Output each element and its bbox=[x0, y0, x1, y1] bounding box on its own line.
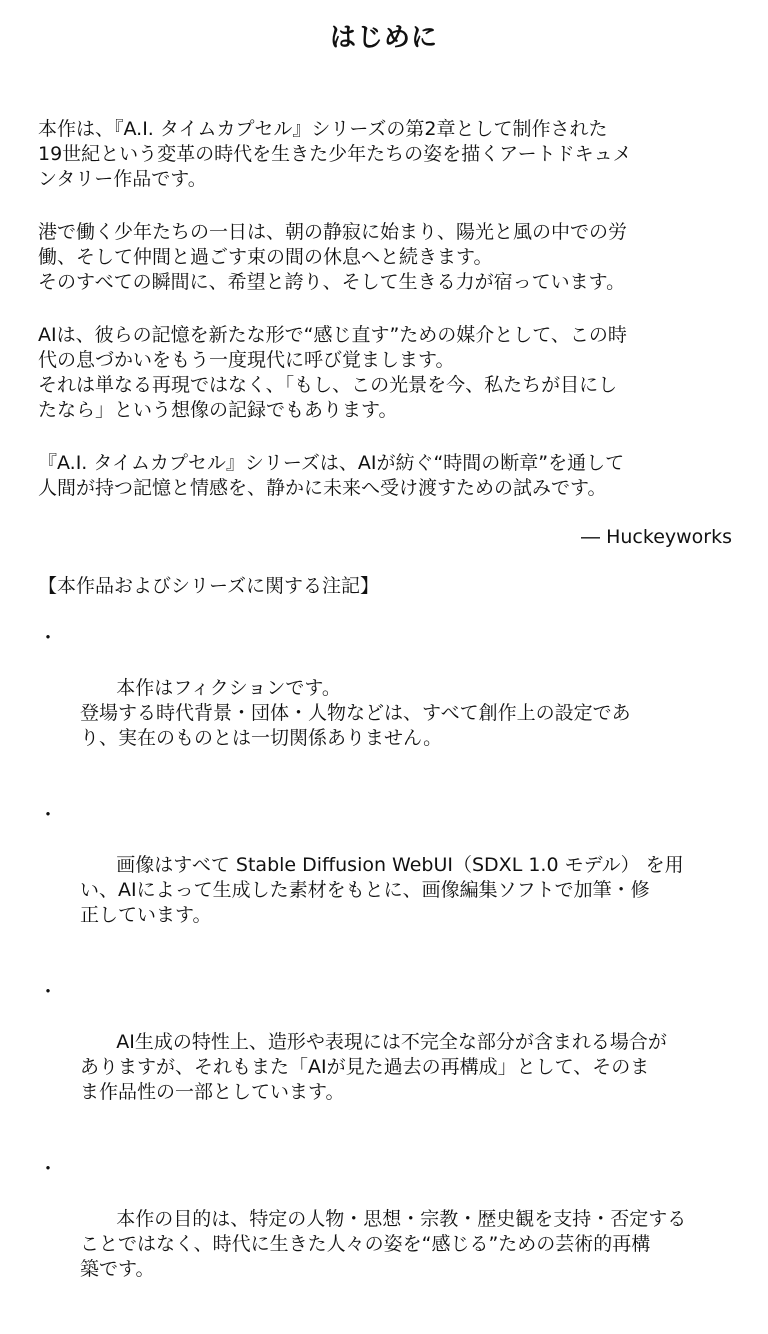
note-item bbox=[38, 626, 732, 776]
intro-paragraph-2: 港で働く少年たちの一日は、朝の静寂に始まり、陽光と風の中での労 働、そして仲間と過ごす束の間の休息へと続きます。 そのすべての瞬間に、希望と誇り、そして生きる力が宿っています。 bbox=[38, 221, 628, 293]
author-signature: ― Huckeyworks bbox=[581, 526, 732, 548]
intro-paragraph-4: 『A.I. タイムカプセル』シリーズは、AIが紡ぐ“時間の断章”を通して 人間が持つ記憶と情感を、静かに未来へ受け渡すための試みです。 bbox=[38, 452, 625, 499]
note-item bbox=[38, 980, 732, 1130]
bullet-mark: ・ bbox=[38, 981, 58, 1003]
notes-heading: 【本作品およびシリーズに関する注記】 bbox=[38, 575, 380, 597]
bullet-mark: ・ bbox=[38, 804, 58, 826]
note-text: 本作の目的は、特定の人物・思想・宗教・歴史観を支持・否定する ことではなく、時代に生きた人々の姿を“感じる”ための芸術的再構 築です。 bbox=[80, 1208, 687, 1280]
note-item bbox=[38, 803, 732, 953]
note-text: 本作はフィクションです。 登場する時代背景・団体・人物などは、すべて創作上の設定であ り、実在のものとは一切関係ありません。 bbox=[80, 677, 631, 749]
page-title: はじめに bbox=[329, 23, 438, 53]
bullet-mark: ・ bbox=[38, 1158, 58, 1180]
note-text: 画像はすべて Stable Diffusion WebUI（SDXL 1.0 モデル） を用 い、AIによって生成した素材をもとに、画像編集ソフトで加筆・修 正しています。 bbox=[80, 854, 684, 926]
intro-paragraph-3: AIは、彼らの記憶を新たな形で“感じ直す”ための媒介として、この時 代の息づかいをもう一度現代に呼び覚まします。 それは単なる再現ではなく、「もし、この光景を今、私たちが目にし たなら」という想像の記録でもあります。 bbox=[38, 324, 627, 421]
document-body bbox=[38, 117, 732, 1334]
note-text: AI生成の特性上、造形や表現には不完全な部分が含まれる場合が ありますが、それもまた「AIが見た過去の再構成」として、そのま ま作品性の一部としています。 bbox=[80, 1031, 667, 1103]
note-item bbox=[38, 1157, 732, 1307]
intro-paragraph-1: 本作は、『A.I. タイムカプセル』シリーズの第2章として制作された 19世紀という変革の時代を生きた少年たちの姿を描くアートドキュメ ンタリー作品です。 bbox=[38, 118, 632, 190]
bullet-mark: ・ bbox=[38, 627, 58, 649]
